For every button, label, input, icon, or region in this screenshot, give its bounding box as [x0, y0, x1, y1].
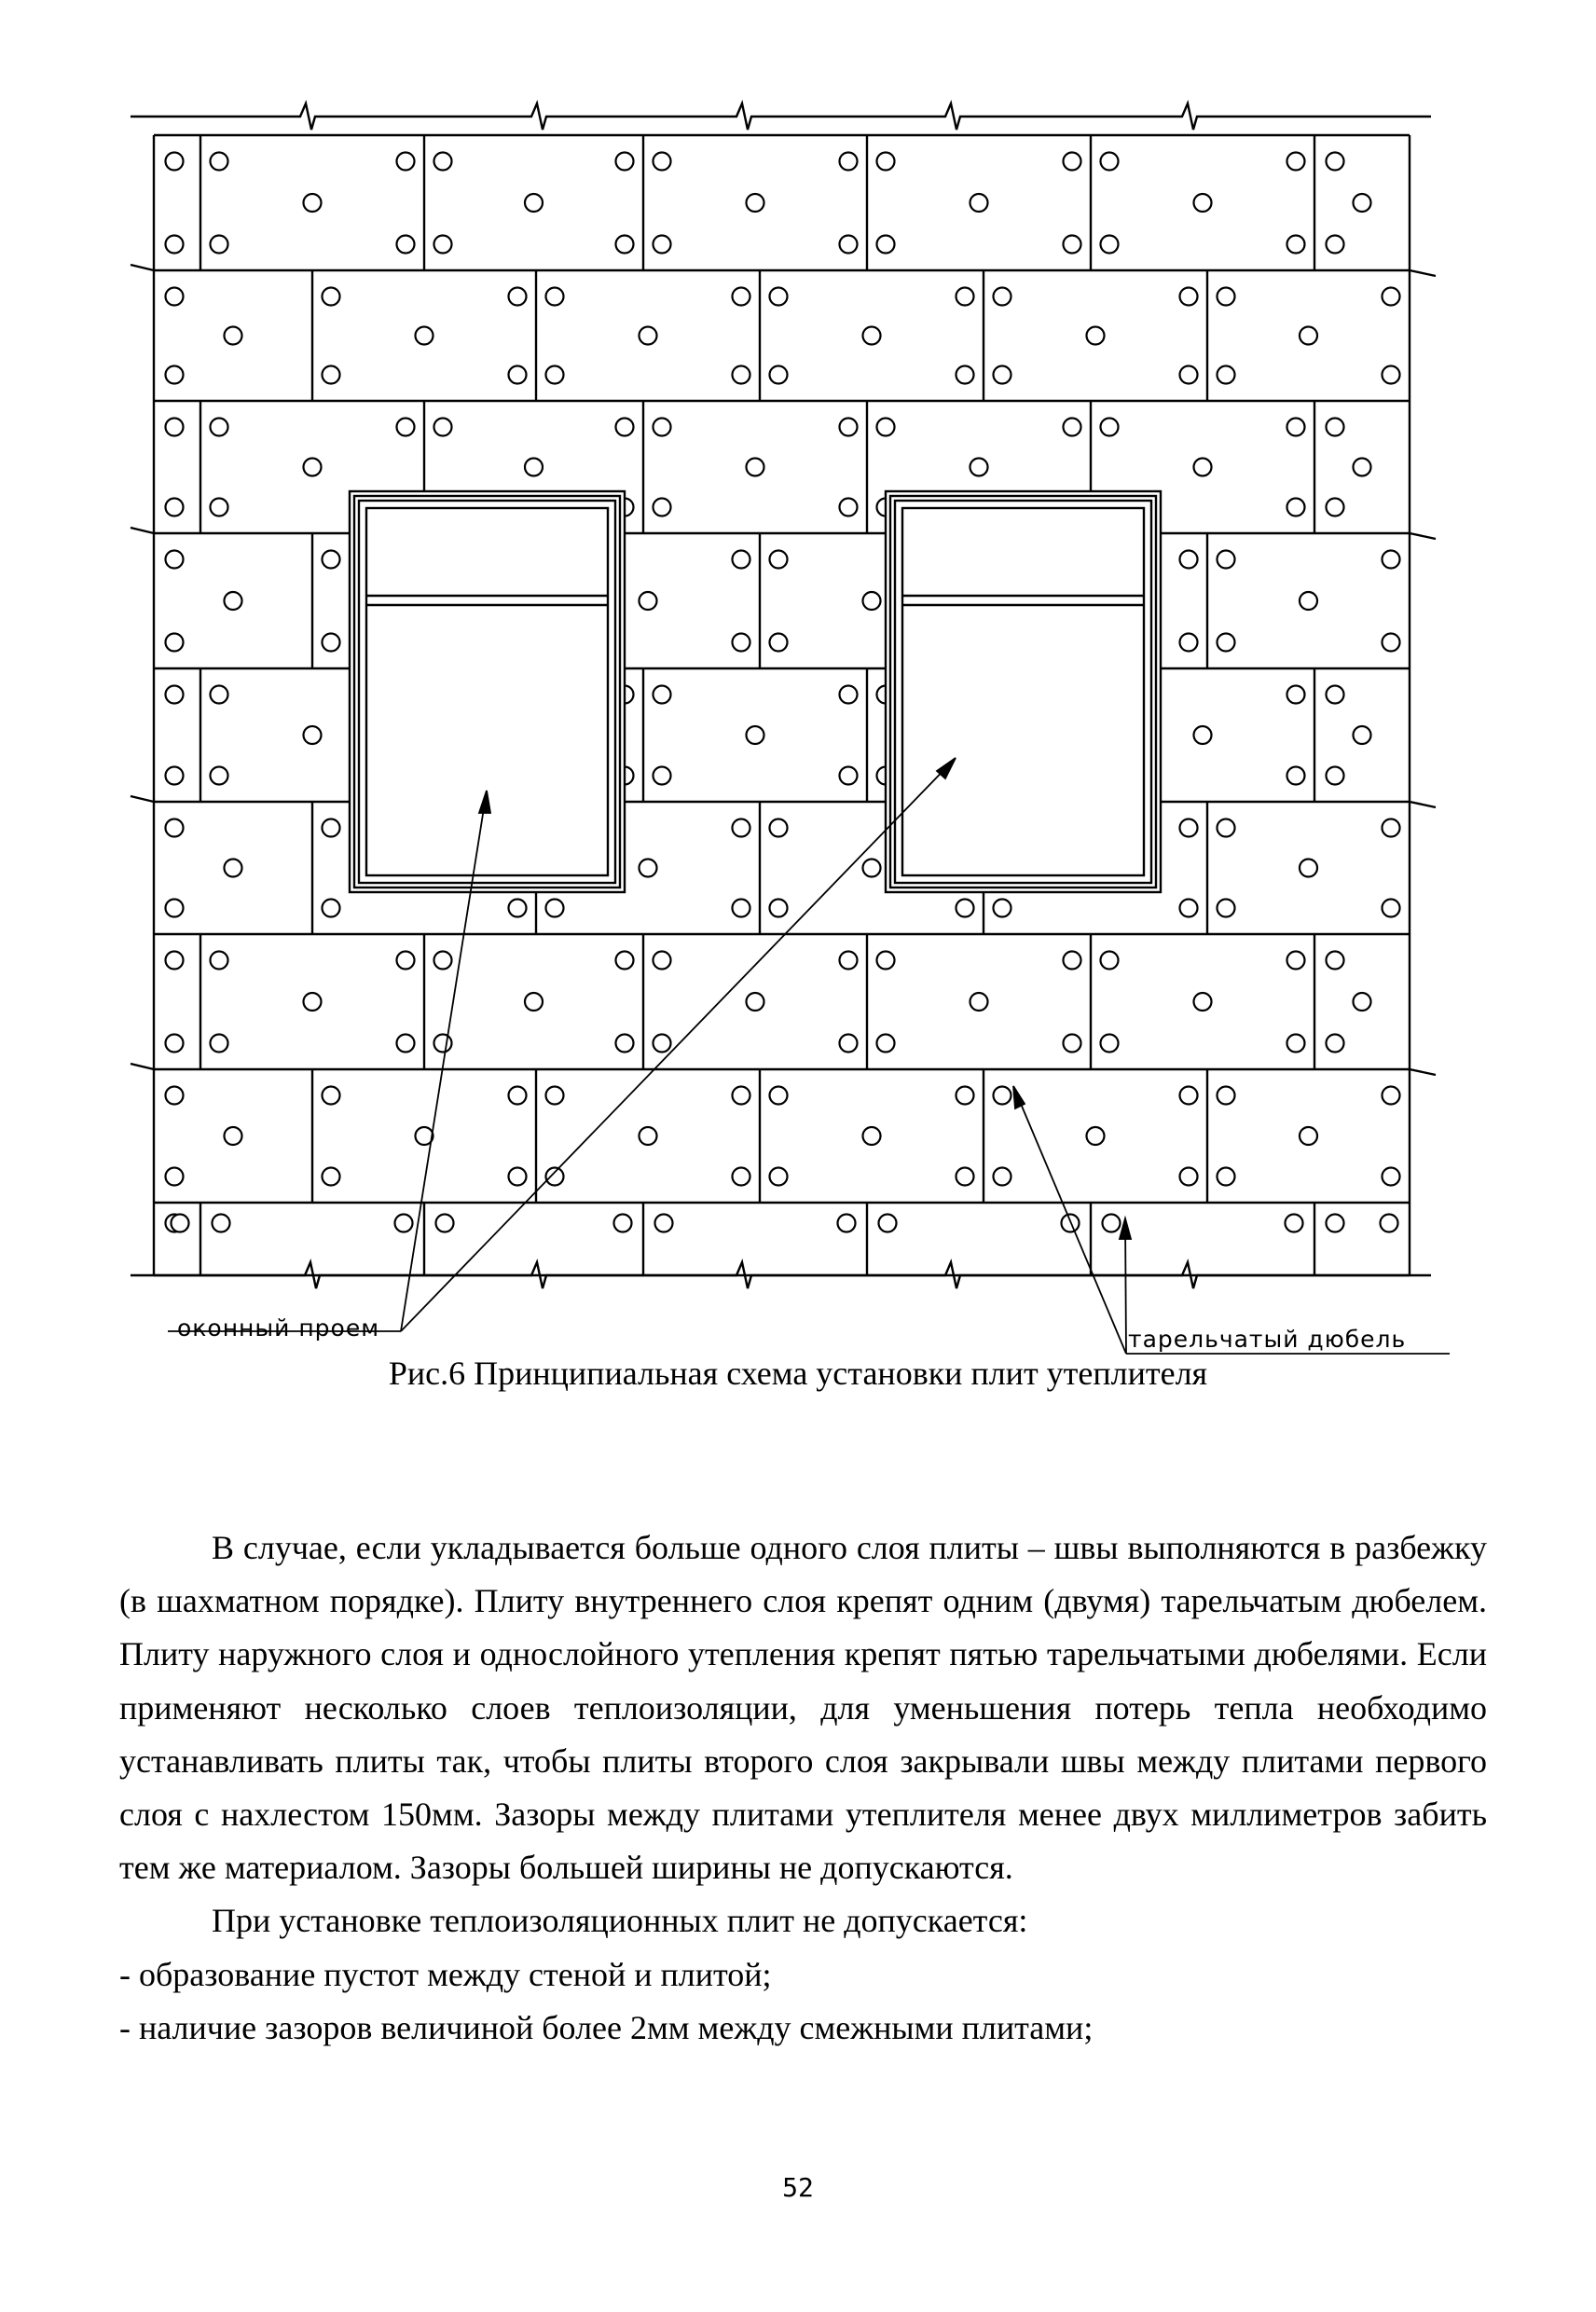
- window-sash: [902, 508, 1144, 875]
- plate-dowel-label: тарельчатый дюбель: [1128, 1326, 1407, 1353]
- dowel-circle: [213, 1215, 230, 1232]
- dowel-circle: [436, 1215, 454, 1232]
- dowel-circle: [434, 153, 452, 171]
- dowel-circle: [994, 1168, 1011, 1186]
- dowel-circle: [654, 1035, 671, 1053]
- dowel-circle: [1354, 993, 1371, 1011]
- dowel-circle: [304, 726, 322, 744]
- dowel-circle: [1327, 419, 1344, 436]
- dowel-circle: [397, 419, 415, 436]
- break-line: [131, 103, 1431, 130]
- dowel-circle: [616, 419, 634, 436]
- dowel-circle: [654, 952, 671, 970]
- dowel-circle: [225, 1127, 242, 1145]
- dowel-circle: [1287, 1035, 1305, 1053]
- dowel-circle: [1064, 153, 1081, 171]
- dowel-circle: [1194, 993, 1212, 1011]
- dowel-circle: [1101, 419, 1119, 436]
- dowel-circle: [1103, 1215, 1121, 1232]
- figure-caption: Рис.6 Принципиальная схема установки плит утеплителя: [388, 1355, 1208, 1392]
- dowel-circle: [1180, 288, 1198, 306]
- leader-arrow: [1013, 1086, 1025, 1108]
- dowel-circle: [1218, 1087, 1235, 1105]
- dowel-circle: [166, 952, 184, 970]
- dowel-circle: [733, 900, 750, 917]
- dowel-circle: [166, 1035, 184, 1053]
- dowel-circle: [397, 1035, 415, 1053]
- dowel-circle: [1287, 686, 1305, 704]
- dowel-circle: [509, 1087, 527, 1105]
- dowel-circle: [509, 900, 527, 917]
- dowel-circle: [166, 767, 184, 785]
- dowel-circle: [994, 1087, 1011, 1105]
- dowel-circle: [1180, 900, 1198, 917]
- dowel-circle: [166, 900, 184, 917]
- dowel-circle: [395, 1215, 413, 1232]
- dowel-circle: [1383, 634, 1400, 652]
- leader-arrow: [1120, 1218, 1131, 1239]
- dowel-circle: [304, 993, 322, 1011]
- dowel-circle: [1101, 1035, 1119, 1053]
- dowel-circle: [1218, 551, 1235, 569]
- dowel-circle: [304, 459, 322, 476]
- dowel-circle: [546, 288, 564, 306]
- dowel-circle: [1300, 327, 1317, 345]
- dowel-circle: [1101, 236, 1119, 254]
- dowel-circle: [770, 634, 788, 652]
- dowel-circle: [1087, 1127, 1105, 1145]
- dowel-circle: [525, 194, 543, 212]
- dowel-circle: [1327, 767, 1344, 785]
- dowel-circle: [956, 366, 974, 384]
- dowel-circle: [1064, 952, 1081, 970]
- dowel-circle: [166, 634, 184, 652]
- dowel-circle: [770, 288, 788, 306]
- dowel-circle: [655, 1215, 673, 1232]
- dowel-circle: [1087, 327, 1105, 345]
- dowel-circle: [1218, 366, 1235, 384]
- dowel-circle: [1300, 860, 1317, 877]
- dowel-circle: [840, 419, 858, 436]
- dowel-circle: [1383, 366, 1400, 384]
- dowel-circle: [770, 1168, 788, 1186]
- dowel-circle: [863, 327, 881, 345]
- dowel-circle: [211, 1035, 228, 1053]
- dowel-circle: [1287, 767, 1305, 785]
- dowel-circle: [1327, 153, 1344, 171]
- edge-tick: [131, 528, 154, 533]
- dowel-circle: [840, 686, 858, 704]
- dowel-circle: [840, 499, 858, 516]
- dowel-circle: [1383, 288, 1400, 306]
- dowel-circle: [166, 419, 184, 436]
- list-item: - образование пустот между стеной и плитой;: [119, 1955, 772, 1993]
- dowel-circle: [546, 1168, 564, 1186]
- dowel-circle: [956, 288, 974, 306]
- dowel-circle: [1194, 726, 1212, 744]
- dowel-circle: [323, 1168, 340, 1186]
- dowel-circle: [1327, 499, 1344, 516]
- dowel-circle: [994, 288, 1011, 306]
- dowel-circle: [1194, 459, 1212, 476]
- dowel-circle: [616, 952, 634, 970]
- window-sash: [366, 508, 608, 875]
- dowel-circle: [166, 1087, 184, 1105]
- dowel-circle: [397, 952, 415, 970]
- dowel-circle: [1287, 236, 1305, 254]
- dowel-circle: [1354, 726, 1371, 744]
- dowel-circle: [166, 551, 184, 569]
- dowel-circle: [211, 419, 228, 436]
- dowel-circle: [747, 459, 764, 476]
- dowel-circle: [225, 327, 242, 345]
- dowel-circle: [509, 1168, 527, 1186]
- dowel-circle: [877, 153, 895, 171]
- dowel-circle: [1287, 499, 1305, 516]
- dowel-circle: [546, 900, 564, 917]
- dowel-circle: [1381, 1215, 1398, 1232]
- dowel-circle: [166, 819, 184, 837]
- dowel-circle: [166, 153, 184, 171]
- dowel-circle: [838, 1215, 856, 1232]
- dowel-circle: [397, 236, 415, 254]
- dowel-circle: [1287, 419, 1305, 436]
- dowel-circle: [770, 1087, 788, 1105]
- dowel-circle: [166, 288, 184, 306]
- dowel-circle: [1180, 634, 1198, 652]
- dowel-circle: [1180, 1168, 1198, 1186]
- dowel-circle: [1327, 686, 1344, 704]
- dowel-circle: [1300, 592, 1317, 610]
- edge-tick: [1410, 270, 1436, 276]
- dowel-circle: [1383, 900, 1400, 917]
- dowel-circle: [970, 993, 988, 1011]
- dowel-circle: [1101, 952, 1119, 970]
- dowel-circle: [1287, 952, 1305, 970]
- dowel-circle: [509, 288, 527, 306]
- dowel-circle: [397, 153, 415, 171]
- dowel-circle: [323, 1087, 340, 1105]
- dowel-circle: [770, 900, 788, 917]
- dowel-circle: [1180, 1087, 1198, 1105]
- dowel-circle: [733, 366, 750, 384]
- paragraph: В случае, если укладывается больше одного слоя плиты – швы выполняются в разбежку (в шахматном порядке). Плиту внутреннего слоя крепят одним (двумя) тарельчатым дюбелем. Плиту наружного слоя и однослойного утепления крепят пятью тарельчатыми дюбелями. Если применяют несколько слоев теплоизоляции, для уменьшения потерь тепла необходимо устанавливать плиты так, чтобы плиты второго слоя закрывали швы между плитами первого слоя с нахлестом 150мм. Зазоры между плитами утеплителя менее двух миллиметров забить тем же материалом. Зазоры большей ширины не допускаются.: [119, 1529, 1487, 1887]
- paragraph: При установке теплоизоляционных плит не допускается:: [212, 1902, 1028, 1940]
- dowel-circle: [1218, 1168, 1235, 1186]
- dowel-circle: [225, 592, 242, 610]
- edge-tick: [131, 796, 154, 802]
- dowel-circle: [970, 459, 988, 476]
- dowel-circle: [323, 366, 340, 384]
- dowel-circle: [956, 900, 974, 917]
- dowel-circle: [640, 592, 657, 610]
- dowel-circle: [1383, 819, 1400, 837]
- body-text: [119, 1521, 1487, 2055]
- break-line: [131, 1262, 1431, 1288]
- dowel-circle: [877, 419, 895, 436]
- dowel-circle: [840, 236, 858, 254]
- dowel-circle: [770, 551, 788, 569]
- dowel-circle: [1064, 1035, 1081, 1053]
- dowel-circle: [614, 1215, 632, 1232]
- dowel-circle: [956, 1168, 974, 1186]
- edge-tick: [131, 265, 154, 270]
- dowel-circle: [1064, 419, 1081, 436]
- dowel-circle: [747, 993, 764, 1011]
- dowel-circle: [1064, 236, 1081, 254]
- dowel-circle: [654, 153, 671, 171]
- dowel-circle: [877, 952, 895, 970]
- dowel-circle: [416, 327, 433, 345]
- dowel-circle: [1300, 1127, 1317, 1145]
- dowel-circle: [1354, 459, 1371, 476]
- dowel-circle: [733, 1168, 750, 1186]
- dowel-circle: [166, 1168, 184, 1186]
- dowel-circle: [1287, 153, 1305, 171]
- dowel-circle: [509, 366, 527, 384]
- dowel-circle: [1286, 1215, 1303, 1232]
- dowel-circle: [525, 459, 543, 476]
- dowel-circle: [211, 499, 228, 516]
- dowel-circle: [323, 900, 340, 917]
- dowel-circle: [1327, 236, 1344, 254]
- dowel-circle: [733, 819, 750, 837]
- dowel-circle: [747, 194, 764, 212]
- dowel-circle: [654, 686, 671, 704]
- dowel-circle: [640, 1127, 657, 1145]
- dowel-circle: [1218, 819, 1235, 837]
- dowel-circle: [616, 153, 634, 171]
- dowel-circle: [879, 1215, 897, 1232]
- dowel-circle: [994, 900, 1011, 917]
- dowel-circle: [166, 499, 184, 516]
- dowel-circle: [640, 327, 657, 345]
- dowel-circle: [1218, 900, 1235, 917]
- dowel-circle: [840, 952, 858, 970]
- dowel-circle: [323, 288, 340, 306]
- dowel-circle: [304, 194, 322, 212]
- edge-tick: [1410, 802, 1436, 807]
- page-number: 52: [782, 2172, 814, 2203]
- dowel-circle: [1180, 819, 1198, 837]
- dowel-circle: [166, 236, 184, 254]
- dowel-circle: [1194, 194, 1212, 212]
- dowel-circle: [994, 366, 1011, 384]
- dowel-circle: [1180, 551, 1198, 569]
- dowel-circle: [323, 819, 340, 837]
- dowel-circle: [1218, 288, 1235, 306]
- dowel-circle: [546, 1087, 564, 1105]
- dowel-circle: [654, 767, 671, 785]
- dowel-circle: [863, 592, 881, 610]
- dowel-circle: [840, 153, 858, 171]
- dowel-circle: [616, 1035, 634, 1053]
- dowel-circle: [546, 366, 564, 384]
- dowel-circle: [1383, 1168, 1400, 1186]
- edge-tick: [1410, 1069, 1436, 1075]
- dowel-circle: [434, 1035, 452, 1053]
- dowel-circle: [877, 236, 895, 254]
- dowel-circle: [956, 1087, 974, 1105]
- dowel-circle: [654, 499, 671, 516]
- dowel-circle: [1327, 1035, 1344, 1053]
- dowel-circle: [211, 153, 228, 171]
- dowel-circle: [654, 419, 671, 436]
- dowel-circle: [211, 686, 228, 704]
- edge-tick: [1410, 533, 1436, 539]
- dowel-circle: [1327, 1215, 1344, 1232]
- dowel-circle: [211, 236, 228, 254]
- dowel-circle: [616, 236, 634, 254]
- dowel-circle: [770, 819, 788, 837]
- dowel-circle: [733, 634, 750, 652]
- dowel-circle: [863, 860, 881, 877]
- dowel-circle: [733, 551, 750, 569]
- dowel-circle: [863, 1127, 881, 1145]
- dowel-circle: [434, 419, 452, 436]
- dowel-circle: [323, 551, 340, 569]
- edge-tick: [131, 1064, 154, 1069]
- dowel-circle: [840, 767, 858, 785]
- dowel-circle: [434, 952, 452, 970]
- dowel-circle: [640, 860, 657, 877]
- dowel-circle: [434, 236, 452, 254]
- list-item: - наличие зазоров величиной более 2мм между смежными плитами;: [119, 2008, 1094, 2046]
- dowel-circle: [166, 686, 184, 704]
- dowel-circle: [225, 860, 242, 877]
- dowel-circle: [877, 1035, 895, 1053]
- dowel-circle: [1383, 1087, 1400, 1105]
- dowel-circle: [211, 767, 228, 785]
- dowel-circle: [733, 1087, 750, 1105]
- window-opening-label: оконный проем: [177, 1314, 380, 1342]
- dowel-circle: [1180, 366, 1198, 384]
- dowel-circle: [733, 288, 750, 306]
- dowel-circle: [747, 726, 764, 744]
- dowel-circle: [323, 634, 340, 652]
- dowel-circle: [1218, 634, 1235, 652]
- dowel-circle: [211, 952, 228, 970]
- dowel-circle: [525, 993, 543, 1011]
- dowel-circle: [1101, 153, 1119, 171]
- dowel-circle: [654, 236, 671, 254]
- dowel-circle: [1327, 952, 1344, 970]
- dowel-circle: [166, 366, 184, 384]
- dowel-circle: [970, 194, 988, 212]
- dowel-circle: [1383, 551, 1400, 569]
- dowel-circle: [840, 1035, 858, 1053]
- dowel-circle: [172, 1215, 189, 1232]
- dowel-circle: [1354, 194, 1371, 212]
- dowel-circle: [770, 366, 788, 384]
